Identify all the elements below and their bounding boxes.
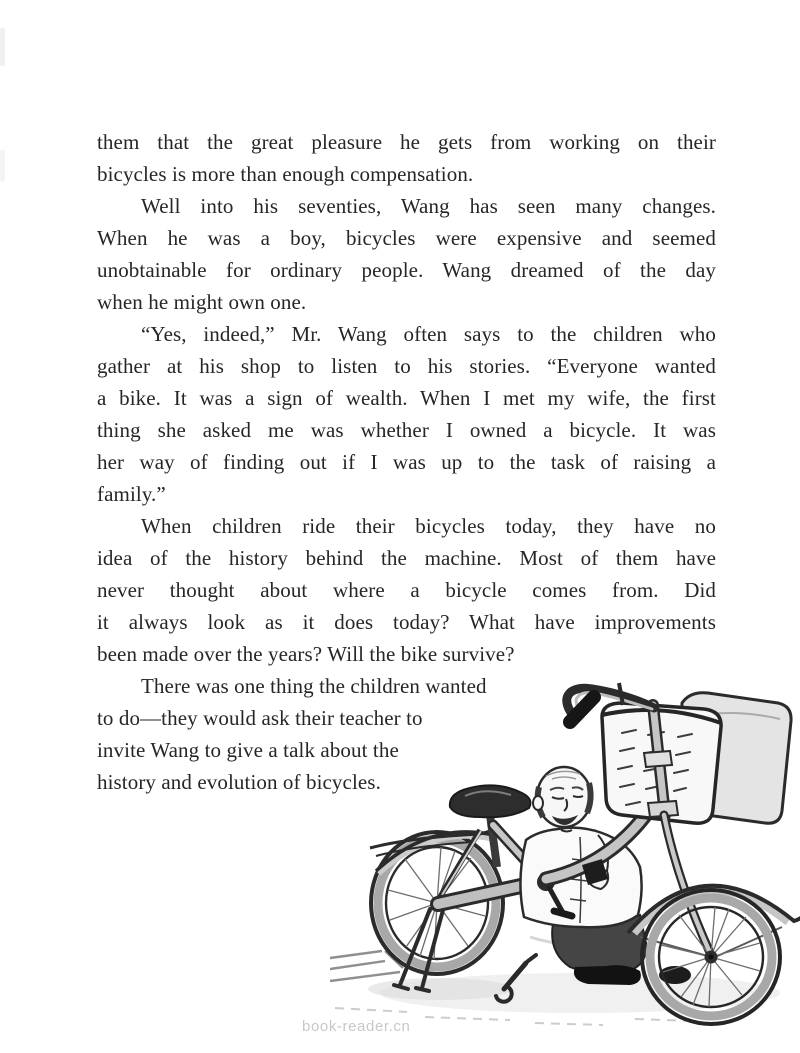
text-line: When children ride their bicycles today, they have no	[141, 514, 716, 538]
text-line: never thought about where a bicycle comes from. Did	[97, 578, 716, 602]
text-line: When he was a boy, bicycles were expensive and seemed	[97, 226, 716, 250]
watermark: book-reader.cn	[302, 1018, 411, 1035]
text-line: invite Wang to give a talk about the	[97, 738, 399, 762]
text-line: when he might own one.	[97, 290, 307, 314]
text-line: idea of the history behind the machine. Most of them have	[97, 546, 716, 570]
text-line: it always look as it does today? What have improvements	[97, 610, 716, 634]
saddle	[450, 785, 531, 817]
text-line: family.”	[97, 482, 166, 506]
text-line: thing she asked me was whether I owned a bicycle. It was	[97, 418, 716, 442]
shoe	[574, 965, 641, 985]
text-line: gather at his shop to listen to his stories. “Everyone wanted	[97, 354, 716, 378]
text-line: them that the great pleasure he gets from working on their	[97, 130, 716, 154]
text-line: to do—they would ask their teacher to	[97, 706, 423, 730]
text-line: unobtainable for ordinary people. Wang dreamed of the day	[97, 258, 716, 282]
paragraph	[97, 318, 716, 510]
ear	[533, 796, 543, 810]
scan-artifact	[0, 150, 5, 182]
grip	[570, 697, 594, 722]
bicycle-repair-illustration	[330, 675, 800, 1031]
text-line: “Yes, indeed,” Mr. Wang often says to the children who	[141, 322, 716, 346]
text-line: been made over the years? Will the bike survive?	[97, 642, 515, 666]
text-line: There was one thing the children wanted	[141, 674, 487, 698]
hair	[587, 783, 591, 813]
paragraph	[97, 126, 716, 190]
text-line: bicycles is more than enough compensation.	[97, 162, 474, 186]
text-line: history and evolution of bicycles.	[97, 770, 381, 794]
text-line: Well into his seventies, Wang has seen many changes.	[141, 194, 716, 218]
paragraph	[97, 190, 716, 318]
pedal	[554, 911, 572, 916]
paragraph	[97, 510, 716, 670]
text-line: a bike. It was a sign of wealth. When I met my wife, the first	[97, 386, 716, 410]
scan-artifact	[0, 28, 5, 66]
text-line: her way of finding out if I was up to the task of raising a	[97, 450, 716, 474]
